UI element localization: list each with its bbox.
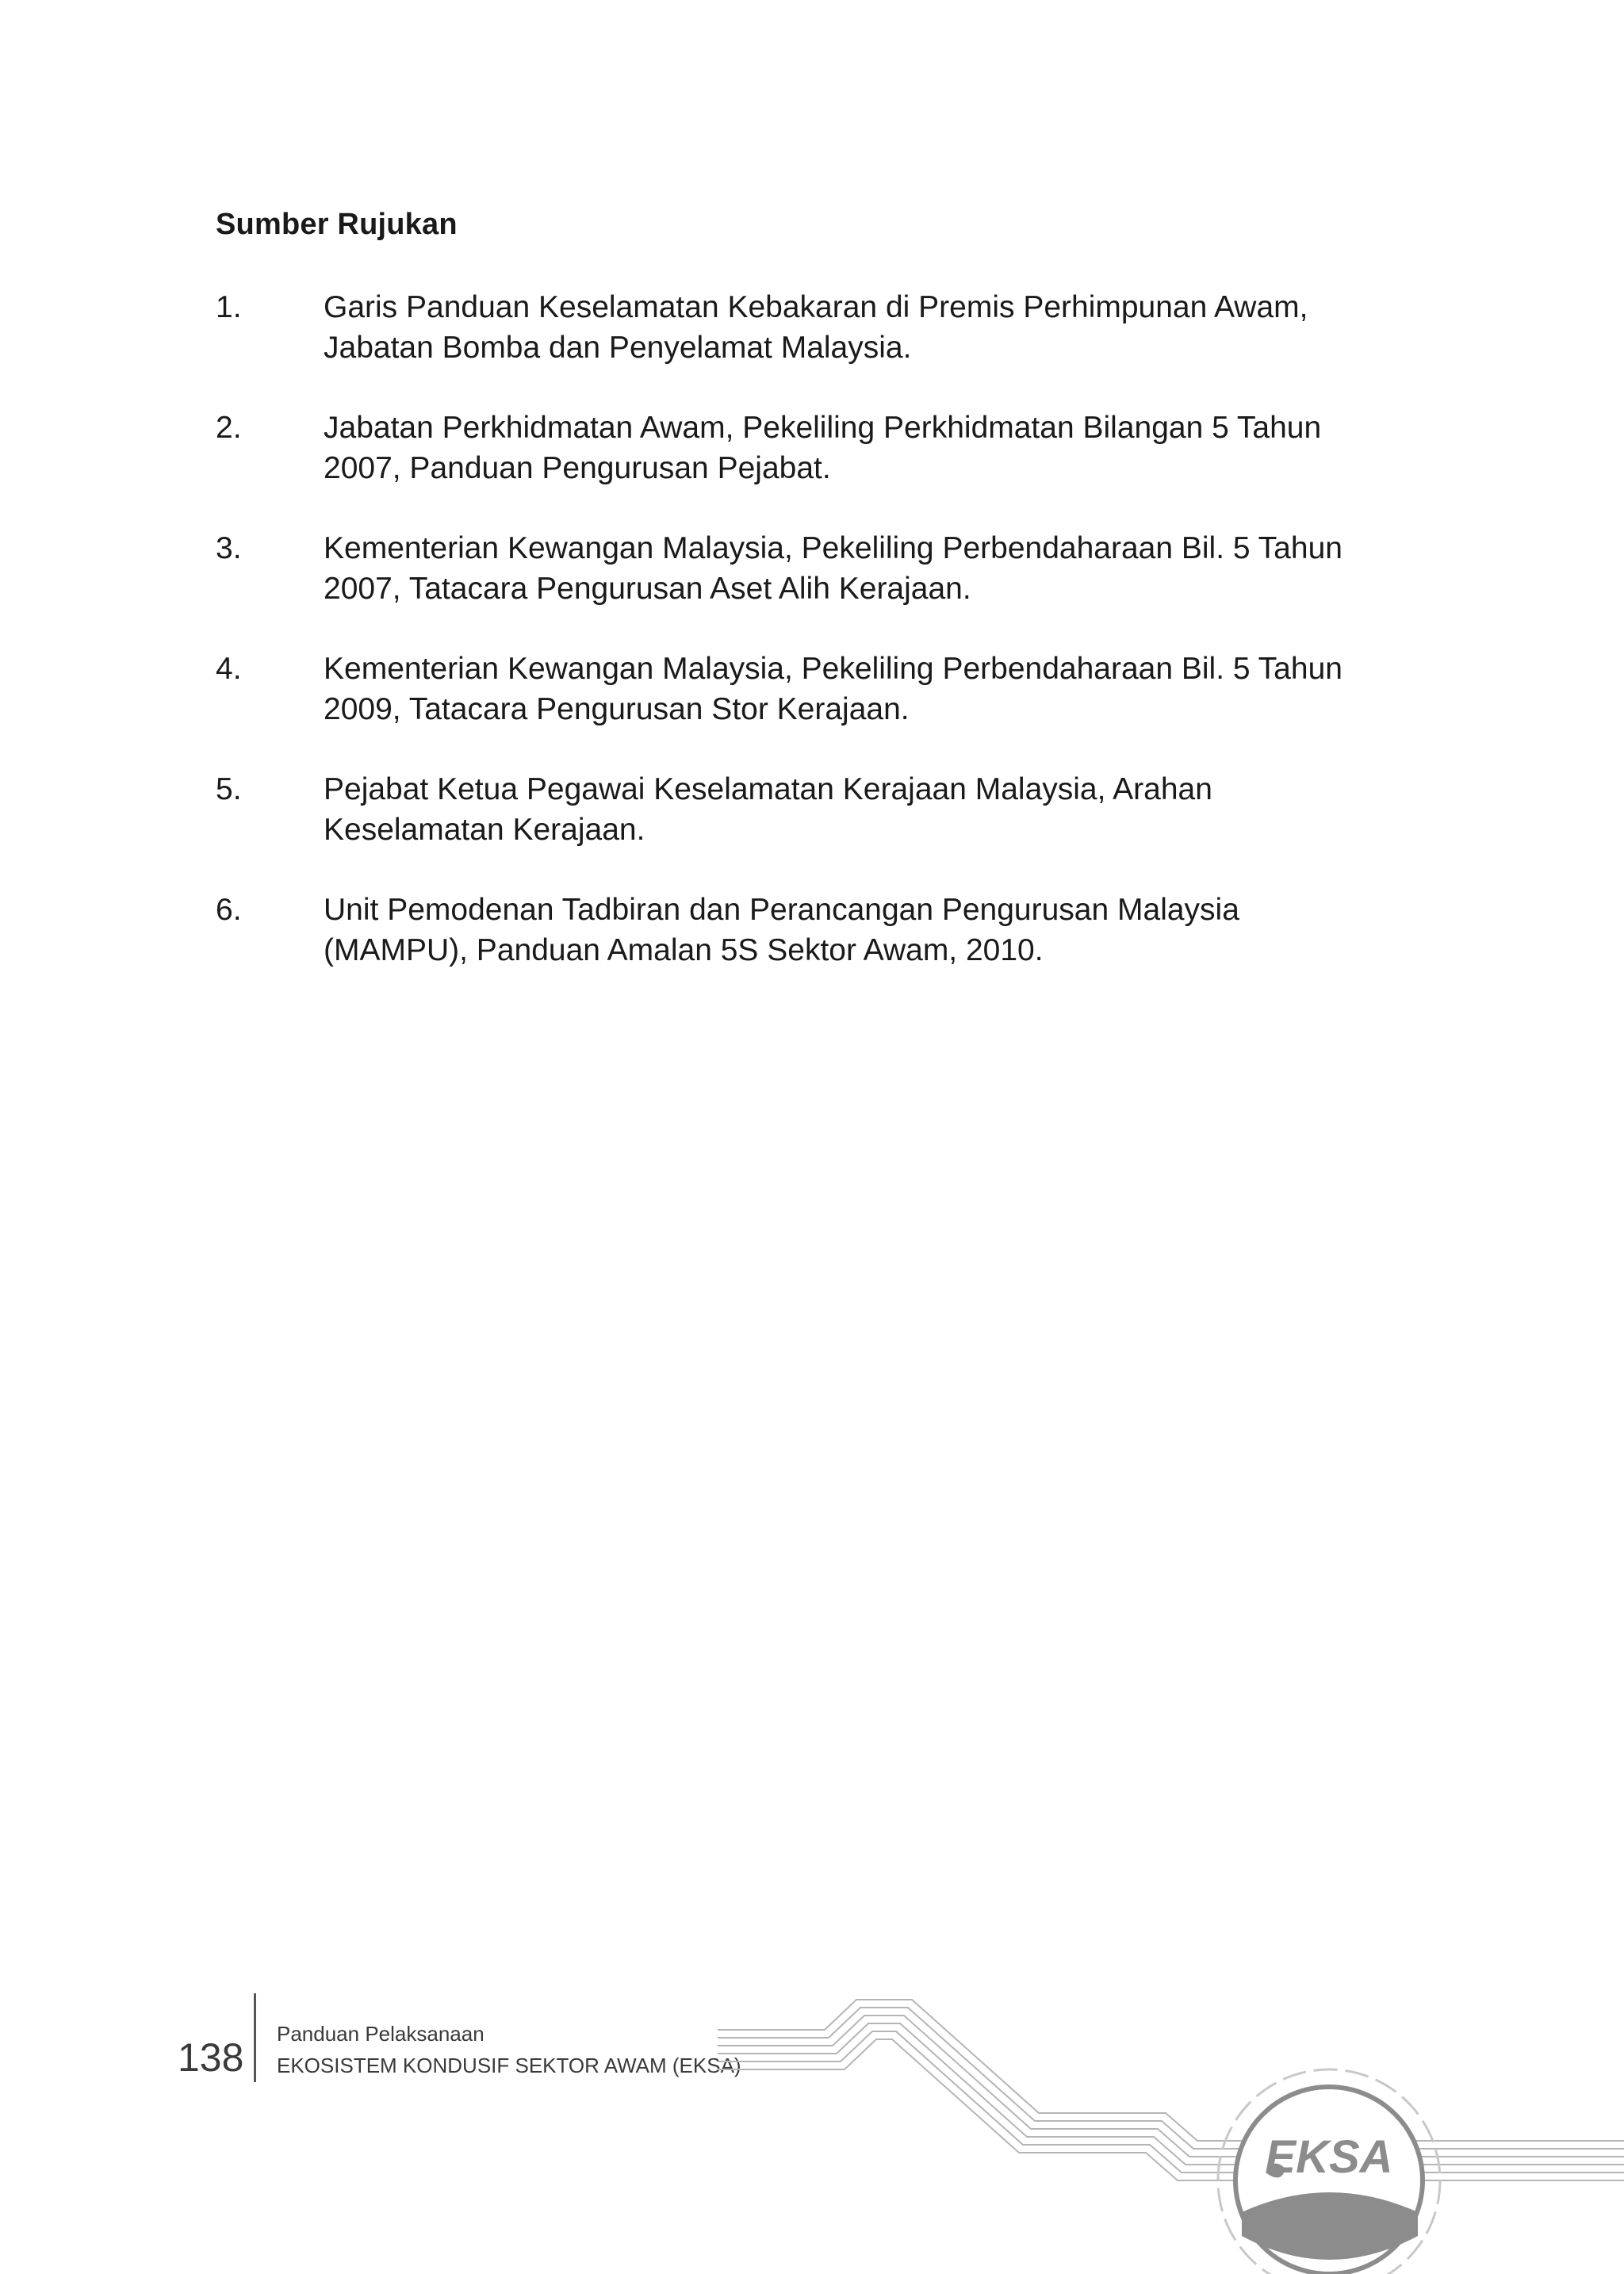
reference-number: 4. xyxy=(216,652,242,686)
reference-text: Garis Panduan Keselamatan Kebakaran di Premis Perhimpunan Awam, Jabatan Bomba dan Penyelamat Malaysia. xyxy=(324,290,1308,365)
reference-text: Kementerian Kewangan Malaysia, Pekeliling Perbendaharaan Bil. 5 Tahun 2009, Tatacara Pengurusan Stor Kerajaan. xyxy=(324,652,1342,726)
reference-text: Unit Pemodenan Tadbiran dan Perancangan Pengurusan Malaysia (MAMPU), Panduan Amalan 5S Sektor Awam, 2010. xyxy=(324,893,1239,967)
footer-subtitle: EKOSISTEM KONDUSIF SEKTOR AWAM (EKSA) xyxy=(277,2054,741,2077)
reference-number: 6. xyxy=(216,893,242,927)
reference-text: Jabatan Perkhidmatan Awam, Pekeliling Perkhidmatan Bilangan 5 Tahun 2007, Panduan Pengurusan Pejabat. xyxy=(324,411,1322,485)
page-number: 138 xyxy=(178,2035,244,2080)
reference-text: Pejabat Ketua Pegawai Keselamatan Kerajaan Malaysia, Arahan Keselamatan Kerajaan. xyxy=(324,772,1212,847)
eksa-logo xyxy=(1210,2054,1448,2274)
reference-number: 3. xyxy=(216,531,242,565)
logo-text: EKSA xyxy=(1265,2131,1393,2183)
footer-title: Panduan Pelaksanaan xyxy=(277,2022,485,2046)
section-heading: Sumber Rujukan xyxy=(216,208,458,241)
reference-number: 2. xyxy=(216,411,242,445)
reference-text: Kementerian Kewangan Malaysia, Pekeliling Perbendaharaan Bil. 5 Tahun 2007, Tatacara Pengurusan Aset Alih Kerajaan. xyxy=(324,531,1342,606)
reference-number: 1. xyxy=(216,290,242,324)
reference-number: 5. xyxy=(216,772,242,806)
